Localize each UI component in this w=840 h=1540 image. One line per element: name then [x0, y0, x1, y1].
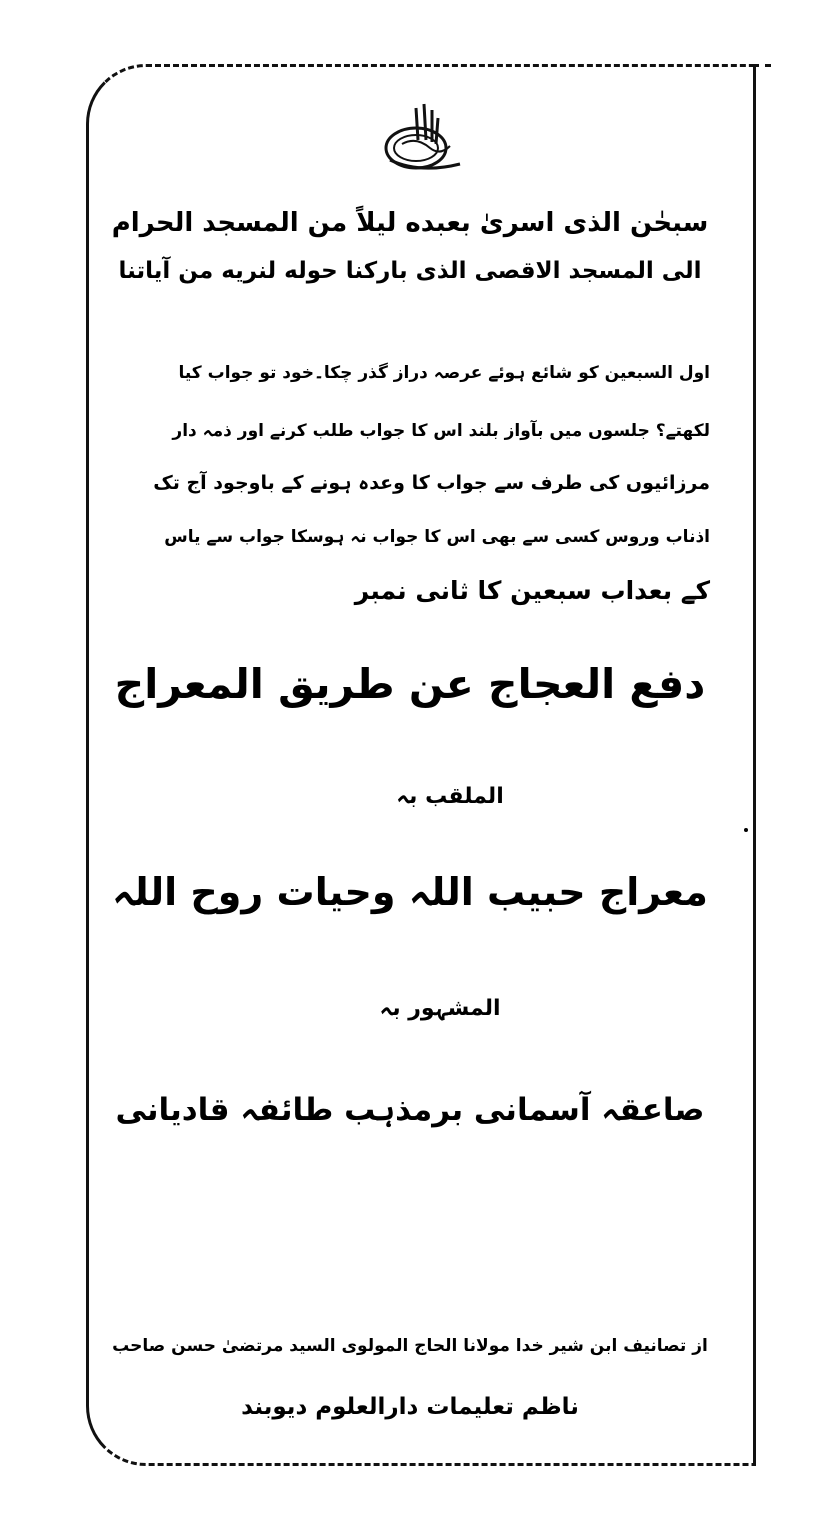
author-line-1: از تصانیف ابن شیر خدا مولانا الحاج المولوی السید مرتضیٰ حسن صاحب: [112, 1336, 708, 1356]
connector-mashhoor: المشہور بہ: [379, 996, 501, 1021]
intro-line-1: اول السبعین کو شائع ہوئے عرصہ دراز گذر چکا۔خود تو جواب کیا: [178, 363, 710, 383]
author-line-2: ناظم تعلیمات دارالعلوم دیوبند: [241, 1394, 579, 1420]
third-title: صاعقہ آسمانی برمذہب طائفہ قادیانی: [115, 1092, 705, 1128]
verse-line-1: سبحٰن الذی اسریٰ بعبده لیلاً من المسجد الحرام: [111, 208, 709, 238]
ink-dot: [744, 828, 748, 832]
connector-mulaqqab: الملقب بہ: [396, 784, 504, 809]
verse-line-2: الی المسجد الاقصی الذی بارکنا حوله لنریه من آیاتنا: [118, 258, 702, 284]
second-title: معراج حبیب اللہ وحیات روح اللہ: [112, 870, 708, 914]
intro-line-2: لکھتے؟ جلسوں میں بآواز بلند اس کا جواب طلب کرنے اور ذمہ دار: [172, 421, 710, 441]
intro-line-5: کے بعداب سبعین کا ثانی نمبر: [354, 576, 710, 605]
main-title: دفع العجاج عن طریق المعراج: [114, 660, 706, 708]
intro-line-4: اذناب وروس کسی سے بھی اس کا جواب نہ ہوسکا جواب سے یاس: [164, 527, 710, 547]
intro-line-3: مرزائیوں کی طرف سے جواب کا وعدہ ہونے کے باوجود آج تک: [153, 472, 710, 494]
calligraphy-tughra-icon: [380, 100, 466, 178]
